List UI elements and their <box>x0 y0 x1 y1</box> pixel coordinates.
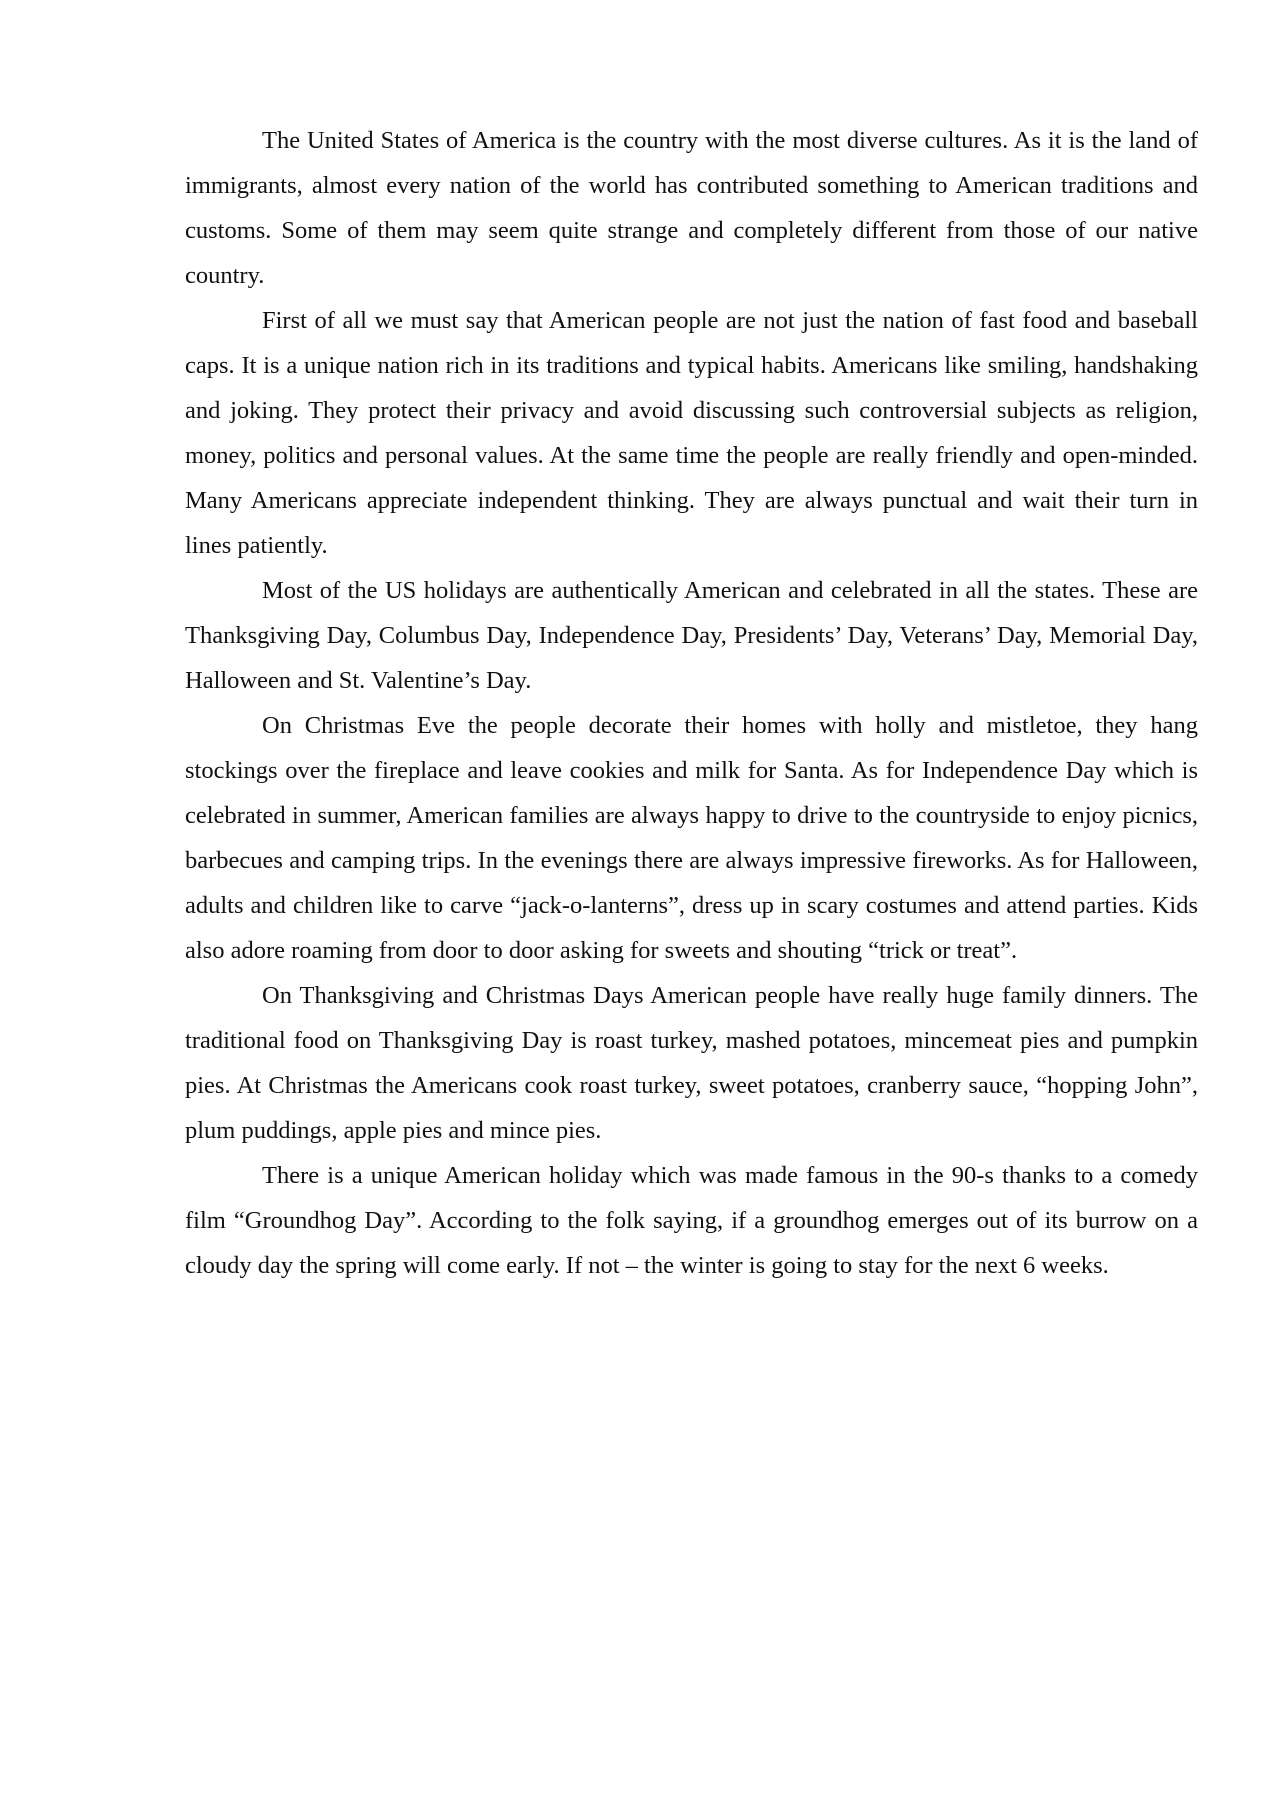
document-body <box>185 118 1198 1288</box>
paragraph-3: Most of the US holidays are authentically American and celebrated in all the states. These are Thanksgiving Day, Columbus Day, Independence Day, Presidents’ Day, Veterans’ Day, Memorial Day, Halloween and St. Valentine’s Day. <box>185 577 1198 694</box>
paragraph-6: There is a unique American holiday which was made famous in the 90-s thanks to a comedy film “Groundhog Day”. According to the folk saying, if a groundhog emerges out of its burrow on a cloudy day the spring will come early. If not – the winter is going to stay for the next 6 weeks. <box>185 1162 1198 1279</box>
paragraph-4: On Christmas Eve the people decorate their homes with holly and mistletoe, they hang stockings over the fireplace and leave cookies and milk for Santa. As for Independence Day which is celebrated in summer, American families are always happy to drive to the countryside to enjoy picnics, barbecues and camping trips. In the evenings there are always impressive fireworks. As for Halloween, adults and children like to carve “jack-o-lanterns”, dress up in scary costumes and attend parties. Kids also adore roaming from door to door asking for sweets and shouting “trick or treat”. <box>185 712 1198 964</box>
paragraph-2: First of all we must say that American people are not just the nation of fast food and baseball caps. It is a unique nation rich in its traditions and typical habits. Americans like smiling, handshaking and joking. They protect their privacy and avoid discussing such controversial subjects as religion, money, politics and personal values. At the same time the people are really friendly and open-minded. Many Americans appreciate independent thinking. They are always punctual and wait their turn in lines patiently. <box>185 307 1198 559</box>
paragraph-5: On Thanksgiving and Christmas Days American people have really huge family dinners. The traditional food on Thanksgiving Day is roast turkey, mashed potatoes, mincemeat pies and pumpkin pies. At Christmas the Americans cook roast turkey, sweet potatoes, cranberry sauce, “hopping John”, plum puddings, apple pies and mince pies. <box>185 982 1198 1144</box>
paragraph-1: The United States of America is the country with the most diverse cultures. As it is the land of immigrants, almost every nation of the world has contributed something to American traditions and customs. Some of them may seem quite strange and completely different from those of our native country. <box>185 127 1198 289</box>
